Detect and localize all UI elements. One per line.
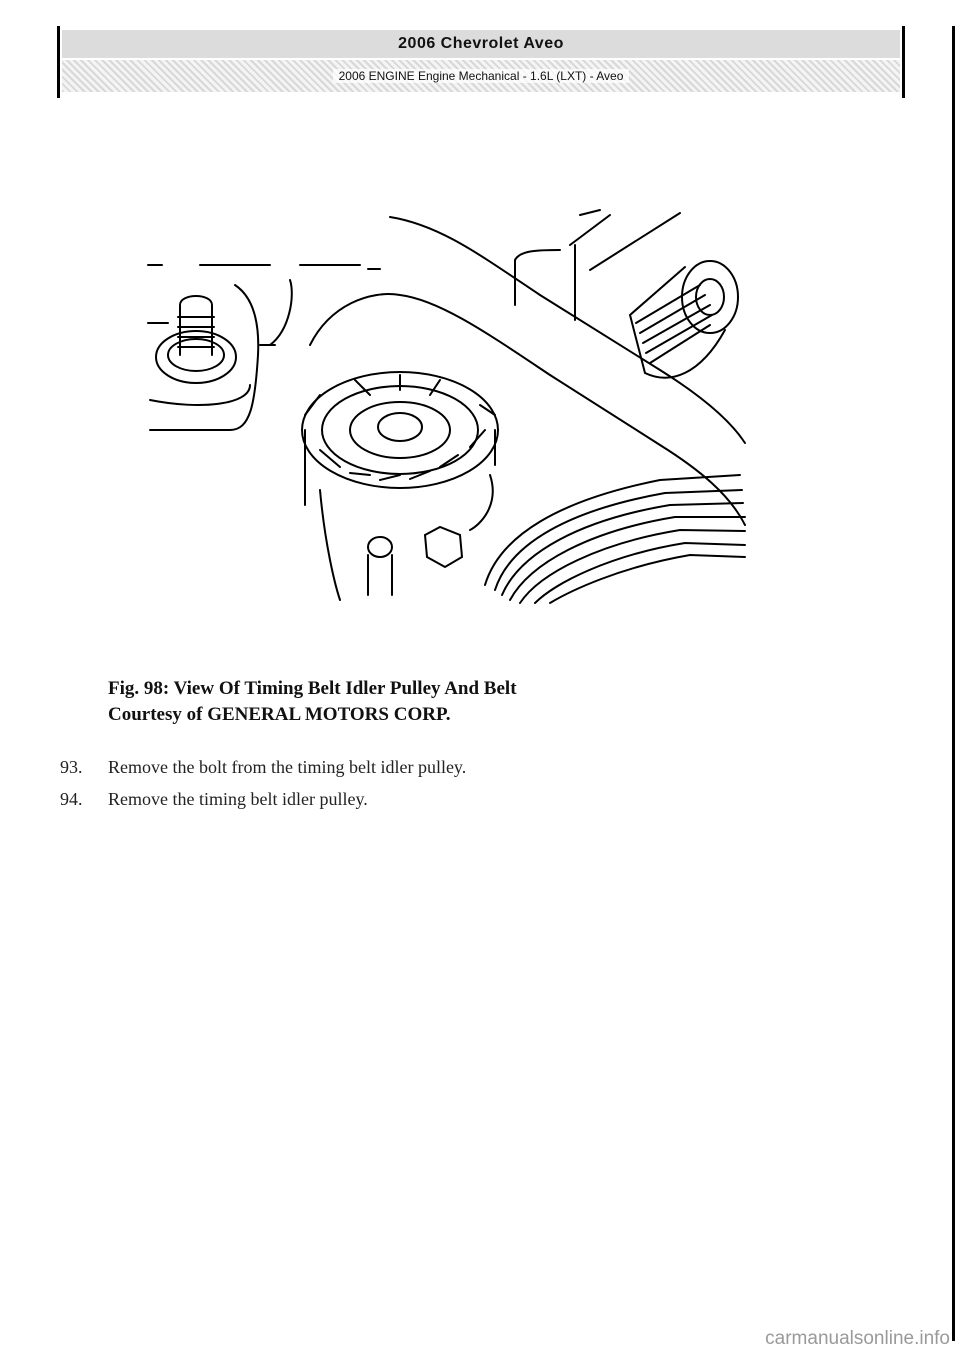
site-watermark: carmanualsonline.info	[765, 1328, 950, 1349]
document-subtitle: 2006 ENGINE Engine Mechanical - 1.6L (LXT) - Aveo	[333, 69, 630, 83]
figure-caption: Fig. 98: View Of Timing Belt Idler Pulley And Belt	[108, 678, 517, 699]
stud-bolt-drawing	[148, 280, 292, 430]
procedure-step	[60, 789, 368, 810]
step-number: 94.	[60, 789, 83, 809]
procedure-step	[60, 757, 466, 778]
pulley-bolt-drawing	[368, 475, 493, 595]
figure-credit: Courtesy of GENERAL MOTORS CORP.	[108, 704, 451, 725]
cap-drawing	[630, 261, 738, 378]
step-number: 93.	[60, 757, 83, 777]
step-text: Remove the timing belt idler pulley.	[108, 789, 368, 809]
left-border-rule	[57, 26, 60, 98]
idler-pulley-drawing	[302, 372, 498, 600]
document-header-title-band	[62, 30, 900, 58]
header-right-rule	[902, 26, 905, 98]
belt-drawing	[485, 475, 745, 603]
step-text: Remove the bolt from the timing belt idler pulley.	[108, 757, 467, 777]
document-header-subtitle-band	[62, 60, 900, 92]
timing-belt-idler-pulley-illustration	[140, 205, 760, 605]
right-border-rule	[952, 26, 955, 1341]
document-title: 2006 Chevrolet Aveo	[398, 35, 564, 52]
